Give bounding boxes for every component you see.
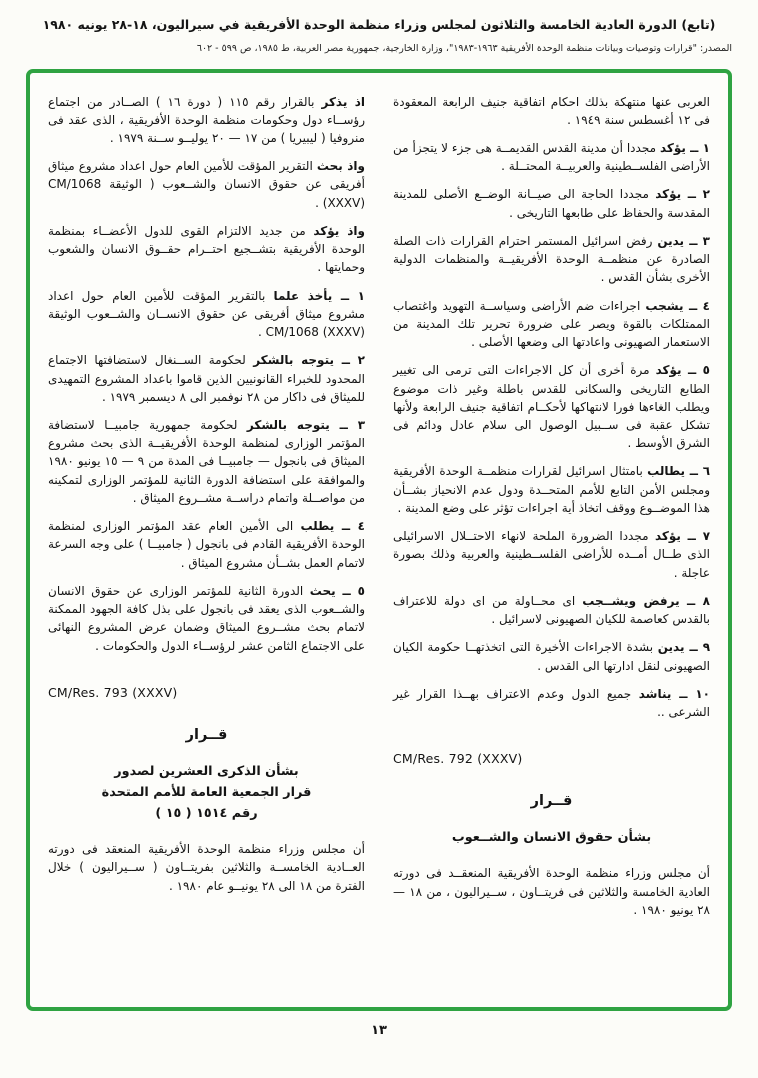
clause-text: رفض اسرائيل المستمر احترام القرارات ذات الصلة الصادرة عن منظمــة الوحدة الأفريقيــة والمنظمات الدولية الأخرى بشأن القدس .	[393, 233, 710, 285]
resolution-code: CM/Res. 793 (XXXV)	[48, 684, 178, 700]
clause-lead: ٦ ــ يطالب	[647, 464, 711, 479]
clause-text: التقرير المؤقت للأمين العام حول اعداد مشروع ميثاق أفريقى عن حقوق الانسان والشــعوب ( الوثيقة CM/1068 (XXXV) .	[48, 159, 365, 210]
clause-text: مجددا الضرورة الملحة لانهاء الاحتــلال الاسرائيلى الذى طــال أمــده للأراضى الفلســطينية والعربية وذلك بصورة عاجلة .	[393, 529, 710, 580]
clause-text: بامتثال اسرائيل لقرارات منظمــة الوحدة الأفريقية ومجلس الأمن التابع للأمم المتحــدة ودول عدم الانحياز بشــأن هذا الموضــوع ووقف اتخاذ أية اجراءات تؤثر على وضع المدينة .	[393, 464, 710, 515]
resolution-subtitle-line: رقم ١٥١٤ ( ١٥ )	[155, 806, 258, 822]
clause-lead: ٣ ــ يتوجه بالشكر	[246, 418, 366, 433]
clause-text: مجددا الحاجة الى صيــانة الوضــع الأصلى للمدينة المقدسة والحفاظ على طابعها التاريخى .	[393, 187, 710, 220]
clause-paragraph	[393, 685, 710, 721]
clause-lead: ٤ ــ يطلب	[300, 519, 365, 534]
clause-paragraph	[48, 287, 365, 342]
clause-text: العربى عنها منتهكة بذلك احكام اتفاقية جنيف الرابعة المعقودة فى ١٢ أغسطس سنة ١٩٤٩ .	[393, 94, 710, 127]
content-frame	[26, 69, 732, 1011]
column-left	[48, 93, 365, 993]
clause-text: من جديد الالتزام القوى للدول الأعضــاء بمنظمة الوحدة الأفريقية بتشــجيع احتــرام حقــوق الانسان والشعوب وحمايتها .	[48, 223, 365, 275]
resolution-subtitle-line: بشأن الذكرى العشرين لصدور	[114, 763, 299, 779]
clause-lead: ٢ ــ يتوجه بالشكر	[253, 353, 365, 368]
resolution-preamble: أن مجلس وزراء منظمة الوحدة الأفريقية المنعقــد فى دورته العادية الخامسة والثلاثين فى فريتــاون ، ســيراليون ، من ١٨ — ٢٨ يونيو ١٩٨٠ .	[393, 866, 710, 917]
clause-text: بشدة الاجراءات الأخيرة التى اتخذتهــا حكومة الكيان الصهيونى لنقل ادارتها الى القدس .	[393, 640, 710, 673]
clause-lead: ٧ ــ يؤكد	[654, 529, 711, 544]
clause-paragraph	[48, 416, 365, 507]
document-header	[26, 16, 732, 54]
clause-lead: ١ ــ يؤكد	[659, 140, 710, 155]
clause-lead: واذ يؤكد	[313, 223, 365, 238]
clause-paragraph	[48, 517, 365, 572]
clause-paragraph	[48, 582, 365, 655]
clause-paragraph	[393, 527, 710, 582]
clause-text: مرة أخرى أن كل الاجراءات التى ترمى الى تغيير الطابع التاريخى والسكانى للقدس باطلة وغير ذات موضوع ويطلب الغاءها فورا لانتهاكها لأحكــام اتفاقية جنيف الرابعة ولأنها تشكل عقبة فى ســبيل الوصول الى سلام عادل ودائم فى الشرق الأوسط .	[393, 363, 710, 451]
clause-text: اى محــاولة من اى دولة للاعتراف بالقدس كعاصمة للكيان الصهيونى لاسرائيل .	[393, 593, 710, 627]
clause-paragraph	[393, 638, 710, 674]
clause-paragraph	[393, 592, 710, 628]
document-footer	[26, 1023, 732, 1038]
clause-lead: اذ يذكر	[321, 94, 365, 109]
clause-paragraph	[393, 462, 710, 517]
clause-paragraph	[48, 157, 365, 212]
document-source-line: المصدر: "قرارات وتوصيات وبيانات منظمة الوحدة الأفريقية ١٩٦٣-١٩٨٣"، وزارة الخارجية، جمهورية مصر العربية، ط ١٩٨٥، ص ٥٩٩ - ٦٠٢	[196, 42, 732, 54]
clause-paragraph	[48, 351, 365, 406]
resolution-title: قــرار	[185, 726, 228, 743]
clause-paragraph	[393, 297, 710, 352]
clause-paragraph	[393, 139, 710, 175]
resolution-subtitle: بشأن حقوق الانسان والشــعوب	[451, 830, 652, 846]
clause-lead: ٢ ــ يؤكد	[655, 187, 710, 202]
clause-text: الدورة الثانية للمؤتمر الوزارى عن حقوق الانسان والشــعوب الذى يعقد فى بانجول على بذل كافة الجهود الممكنة لاتمام بحث مشــروع الميثاق وضمان عرض المشروع النهائى على الاجتماع الثامن عشر لرؤســاء الدول والحكومات .	[48, 583, 365, 653]
clause-paragraph	[393, 232, 710, 287]
clause-lead: ٤ ــ يشجب	[645, 298, 710, 313]
clause-lead: ٩ ــ يدين	[657, 640, 711, 655]
clause-text: الى الأمين العام عقد المؤتمر الوزارى لمنظمة الوحدة الأفريقية القادم فى بانجول ( جامبيــا ) على وجه السرعة لاتمام العمل بشــأن مشروع الميثاق .	[48, 519, 365, 570]
clause-paragraph	[393, 361, 710, 452]
clause-lead: ٥ ــ يؤكد	[655, 363, 710, 378]
page-number: ١٣	[371, 1022, 387, 1038]
clause-text: مجددا أن مدينة القدس القديمــة هى جزء لا يتجزأ من الأراضى الفلســطينية والعربيــة المحتــلة .	[393, 140, 710, 174]
clause-paragraph	[393, 93, 710, 129]
clause-lead: ٥ ــ يحث	[309, 583, 365, 598]
document-header-title: (تابع) الدورة العادية الخامسة والثلاثون لمجلس وزراء منظمة الوحدة الأفريقية في سيراليون، ١٨-٢٨ يونيه ١٩٨٠	[42, 17, 716, 32]
clause-text: اجراءات ضم الأراضى وسياســة التهويد واغتصاب الممتلكات بالقوة ويصر على ضرورة تحرير تلك المدينة من الاستعمار الصهيونى واعادتها الى وضعها الأصلى .	[393, 298, 710, 350]
clause-lead: واذ بحث	[316, 159, 365, 174]
clause-text: لحكومة الســنغال لاستضافتها الاجتماع المحدود للخبراء القانونيين الذين قاموا باعداد المشروع التمهيدى للميثاق فى داكار من ٢٨ نوفمبر الى ٨ ديسمبر ١٩٧٩ .	[48, 353, 365, 404]
resolution-subtitle-line: قرار الجمعية العامة للأمم المتحدة	[101, 784, 312, 800]
clause-text: لحكومة جمهورية جامبيــا لاستضافة المؤتمر الوزارى لمنظمة الوحدة الأفريقيــة الذى بحث مشروع الميثاق فى بانجول — جامبيــا فى المدة من ٩ — ١٥ يونيو ١٩٨٠ والموافقة على استضافة الدورة الثانية للمؤتمر الوزارى لتمكينه من مواصــلة واتمام دراســة مشــروع الميثاق .	[48, 418, 366, 505]
clause-lead: ٣ ــ يدين	[657, 233, 710, 248]
clause-lead: ٨ ــ يرفض ويشــجب	[582, 593, 710, 608]
resolution-title: قــرار	[530, 793, 573, 810]
clause-text: بالتقرير المؤقت للأمين العام حول اعداد مشروع ميثاق أفريقى عن حقوق الانســان والشــعوب الوثيقة CM/1068 (XXXV) .	[48, 288, 365, 340]
clause-text: جميع الدول وعدم الاعتراف بهــذا القرار غير الشرعى ..	[393, 686, 710, 720]
resolution-subtitle	[48, 761, 365, 824]
clause-paragraph	[393, 185, 710, 221]
clause-paragraph	[48, 222, 365, 277]
resolution-code: CM/Res. 792 (XXXV)	[393, 751, 523, 767]
clause-lead: ١ ــ يأخذ علما	[273, 288, 365, 303]
clause-text: بالقرار رقم ١١٥ ( دورة ١٦ ) الصــادر من اجتماع رؤســاء دول وحكومات منظمة الوحدة الأفريقية ، الذى عقد فى منروفيا ( ليبيريا ) من ١٧ — ٢٠ يوليــو ســنة ١٩٧٩ .	[48, 94, 365, 145]
clause-lead: ١٠ ــ يناشد	[638, 686, 710, 701]
column-right	[393, 93, 710, 993]
resolution-preamble: أن مجلس وزراء منظمة الوحدة الأفريقية المنعقد فى دورته العــادية الخامســة والثلاثين بفريتــاون ( ســيراليون ) خلال الفترة من ١٨ الى ٢٨ يونيــو عام ١٩٨٠ .	[48, 842, 365, 893]
clause-paragraph	[48, 93, 365, 148]
